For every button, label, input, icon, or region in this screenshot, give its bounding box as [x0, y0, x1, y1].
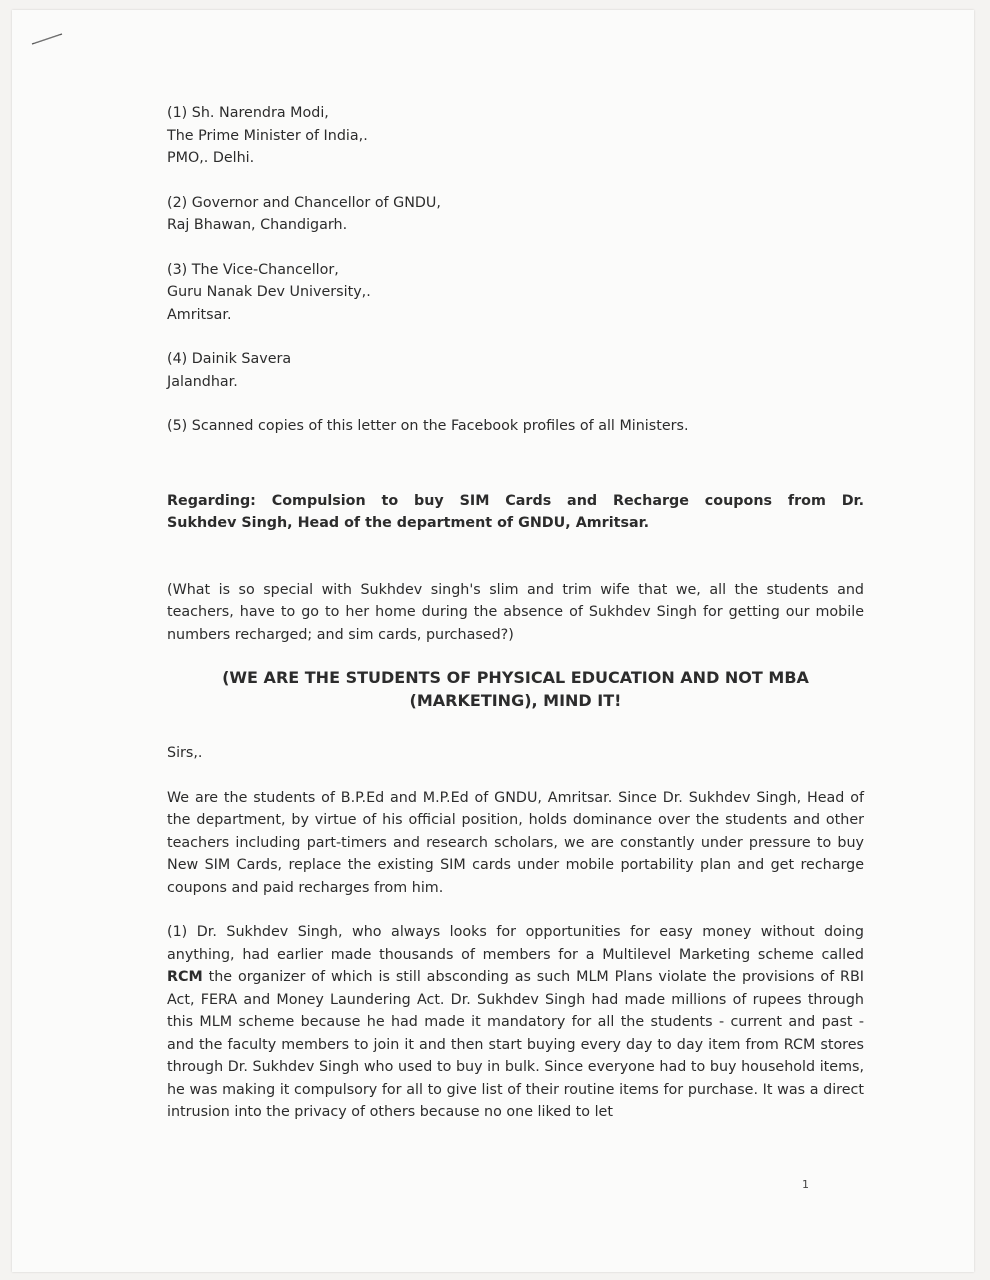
- address-line: Raj Bhawan, Chandigarh.: [167, 217, 348, 233]
- address-line: (2) Governor and Chancellor of GNDU,: [167, 194, 441, 211]
- headline-line: (MARKETING), MIND IT!: [409, 691, 622, 710]
- address-block-3: [167, 259, 864, 327]
- address-line: The Prime Minister of India,.: [167, 127, 368, 144]
- address-block-5: [167, 415, 864, 438]
- headline-line: (WE ARE THE STUDENTS OF PHYSICAL EDUCATION AND NOT MBA: [222, 668, 809, 687]
- document-page: [12, 10, 974, 1272]
- address-line: (4) Dainik Savera: [167, 351, 292, 367]
- address-line: Jalandhar.: [167, 373, 238, 390]
- page-number: 1: [802, 1178, 809, 1191]
- address-line: Amritsar.: [167, 306, 232, 323]
- address-block-2: [167, 192, 864, 237]
- pen-mark: [30, 32, 64, 46]
- address-line: PMO,. Delhi.: [167, 150, 255, 166]
- greeting: Sirs,.: [167, 745, 203, 761]
- rcm-bold-text: RCM: [167, 969, 203, 985]
- address-block-4: [167, 348, 864, 393]
- paragraph-text: (1) Dr. Sukhdev Singh, who always looks for opportunities for easy money without doing anything, had earlier made thousands of members for a Multilevel Marketing scheme called: [167, 924, 864, 963]
- paragraph-text: the organizer of which is still absconding as such MLM Plans violate the provisions of RBI Act, FERA and Money Laundering Act. Dr. Sukhdev Singh had made millions of rupees through this MLM scheme because he had made it mandatory for all the students - current and past - and the faculty members to join it and then start buying every day to day item from RCM stores through Dr. Sukhdev Singh who used to buy in bulk. Since everyone had to buy household items, he was making it compulsory for all to give list of their routine items for purchase. It was a direct intrusion into the privacy of others because no one liked to let: [167, 969, 864, 1120]
- headline: [167, 666, 864, 712]
- regarding-line: Regarding: Compulsion to buy SIM Cards and Recharge coupons from Dr.: [167, 492, 864, 509]
- address-line: (5) Scanned copies of this letter on the Facebook profiles of all Ministers.: [167, 418, 689, 434]
- address-line: Guru Nanak Dev University,.: [167, 284, 371, 300]
- address-line: (1) Sh. Narendra Modi,: [167, 105, 329, 121]
- address-line: (3) The Vice-Chancellor,: [167, 261, 339, 278]
- paragraph-1: [167, 921, 864, 1124]
- address-block-1: [167, 102, 864, 170]
- regarding-line: Sukhdev Singh, Head of the department of GNDU, Amritsar.: [167, 515, 650, 531]
- question-paragraph: (What is so special with Sukhdev singh's slim and trim wife that we, all the students and teachers, have to go to her home during the absence of Sukhdev Singh for getting our mobile numbers recharged; and sim cards, purchased?): [167, 581, 864, 643]
- paragraph-intro: We are the students of B.P.Ed and M.P.Ed of GNDU, Amritsar. Since Dr. Sukhdev Singh, Head of the department, by virtue of his official position, holds dominance over the students and other teachers including part-timers and research scholars, we are constantly under pressure to buy New SIM Cards, replace the existing SIM cards under mobile portability plan and get recharge coupons and paid recharges from him.: [167, 789, 864, 896]
- letter-body: [167, 102, 864, 1124]
- regarding-subject: [167, 490, 864, 535]
